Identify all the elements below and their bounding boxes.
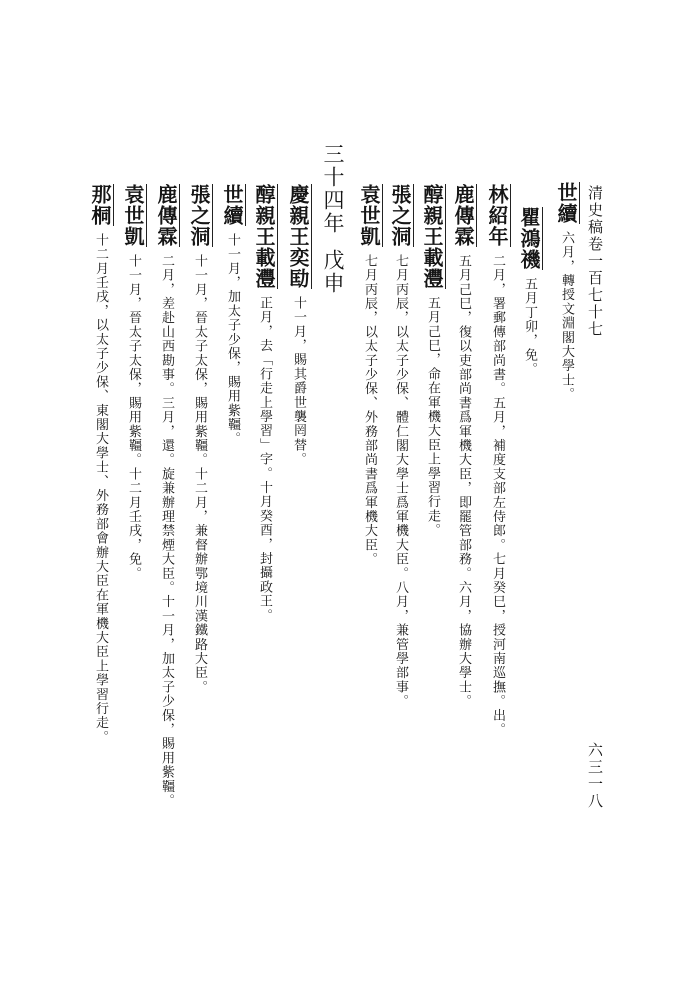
entry-column — [556, 182, 576, 401]
entry-text: 五月己巳，命在軍機大臣上學習行走。 — [425, 296, 440, 538]
year-heading — [322, 143, 343, 295]
entry-text: 七月丙辰，以太子少保、外務部尚書爲軍機大臣。 — [362, 254, 377, 567]
entry-text: 五月丁卯，免。 — [522, 277, 537, 377]
entry-text: 二月，差赴山西勘事。三月，還。旋兼辦理禁煙大臣。十一月，加太子少保，賜用紫韁。 — [159, 254, 174, 808]
entry-text: 五月己巳，復以吏部尚書爲軍機大臣，即罷管部務。六月，協辦大學士。 — [456, 254, 471, 709]
entry-column — [90, 184, 110, 744]
entry-column — [487, 184, 507, 737]
entry-column — [359, 184, 379, 566]
official-name: 林紹年 — [485, 184, 509, 247]
entry-text: 十一月，晉太子太保，賜用紫韁。十二月壬戌，免。 — [126, 254, 141, 581]
entry-text: 正月，去「行走上學習」字。十月癸酉，封攝政王。 — [257, 296, 272, 623]
entry-text: 十一月，加太子少保，賜用紫韁。 — [225, 233, 240, 446]
reign-year: 三十四年 — [321, 143, 345, 235]
official-name: 醇親王載灃 — [420, 184, 444, 289]
entry-column — [453, 184, 473, 708]
entry-text: 十一月，賜其爵世襲罔替。 — [291, 296, 306, 467]
entry-column — [519, 207, 539, 376]
official-name: 袁世凱 — [357, 184, 381, 247]
official-name: 瞿鴻禨 — [517, 207, 541, 270]
official-name: 鹿傳霖 — [451, 184, 475, 247]
ganzhi-year: 戊申 — [321, 249, 345, 295]
entry-column — [422, 184, 442, 537]
entry-text: 十二月壬戌，以太子少保、東閣大學士、外務部會辦大臣在軍機大臣上學習行走。 — [93, 233, 108, 745]
official-name: 張之洞 — [388, 184, 412, 247]
entry-column — [156, 184, 176, 808]
book-title: 清史稿卷一百七十七 — [586, 185, 604, 338]
entry-column — [222, 184, 242, 446]
entry-column — [288, 184, 308, 466]
official-name: 鹿傳霖 — [154, 184, 178, 247]
entry-column — [254, 184, 274, 623]
entry-text: 二月，署郵傳部尚書。五月，補度支部左侍郎。七月癸巳，授河南巡撫。出。 — [490, 254, 505, 737]
official-name: 醇親王載灃 — [252, 184, 276, 289]
entry-text: 七月丙辰，以太子少保、體仁閣大學士爲軍機大臣。八月，兼管學部事。 — [393, 254, 408, 709]
official-name: 那桐 — [88, 184, 112, 226]
entry-text: 六月，轉授文淵閣大學士。 — [559, 231, 574, 402]
entry-text: 十一月，晉太子太保，賜用紫韁。十二月，兼督辦鄂境川漢鐵路大臣。 — [192, 254, 207, 695]
official-name: 慶親王奕劻 — [286, 184, 310, 289]
page-number: 六三一八 — [586, 742, 604, 810]
entry-column — [189, 184, 209, 694]
official-name: 張之洞 — [187, 184, 211, 247]
official-name: 世續 — [220, 184, 244, 226]
entry-column — [390, 184, 410, 708]
entry-column — [123, 184, 143, 581]
official-name: 世續 — [554, 182, 578, 224]
official-name: 袁世凱 — [121, 184, 145, 247]
